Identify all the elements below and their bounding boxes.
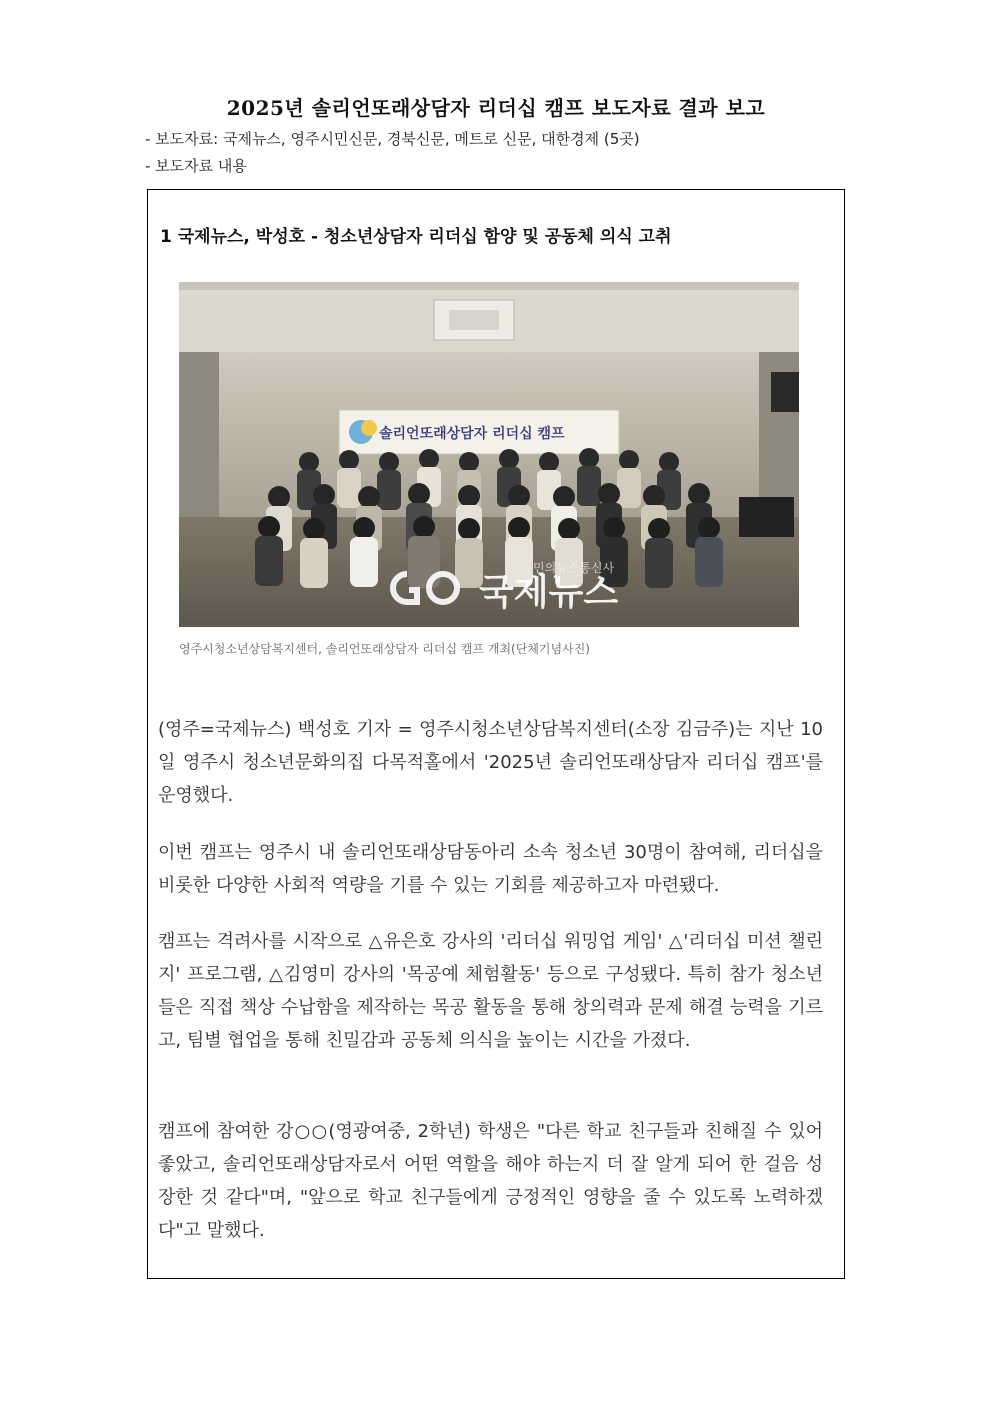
- press-outlets-line: - 보도자료: 국제뉴스, 영주시민신문, 경북신문, 메트로 신문, 대한경제 (5곳): [145, 130, 640, 148]
- photo-caption: 영주시청소년상담복지센터, 솔리언또래상담자 리더십 캠프 개최(단체기념사진): [179, 642, 590, 656]
- watermark-text: 국제뉴스: [479, 572, 619, 613]
- group-photo: [179, 282, 799, 627]
- article-paragraph: 캠프는 격려사를 시작으로 △유은호 강사의 '리더십 워밍업 게임' △'리더십 미션 챌린지' 프로그램, △김영미 강사의 '목공예 체험활동' 등으로 구성됐다. 특히 참가 청소년들은 직접 책상 수납함을 제작하는 목공 활동을 통해 창의력과 문제 해결 능력을 기르고, 팀별 협업을 통해 친밀감과 공동체 의식을 높이는 시간을 가졌다.: [158, 931, 823, 1051]
- article-headline: 1 국제뉴스, 박성호 - 청소년상담자 리더십 함양 및 공동체 의식 고취: [160, 227, 672, 247]
- article-paragraph: 이번 캠프는 영주시 내 솔리언또래상담동아리 소속 청소년 30명이 참여해, 리더십을 비롯한 다양한 사회적 역량을 기를 수 있는 기회를 제공하고자 마련됐다.: [158, 842, 823, 896]
- document-title: 2025년 솔리언또래상담자 리더십 캠프 보도자료 결과 보고: [226, 96, 766, 120]
- article-box: [147, 189, 845, 1279]
- banner-text: 솔리언또래상담자 리더십 캠프: [379, 426, 565, 442]
- content-label: - 보도자료 내용: [145, 157, 247, 175]
- article-paragraph: (영주=국제뉴스) 백성호 기자 = 영주시청소년상담복지센터(소장 김금주)는 지난 10일 영주시 청소년문화의집 다목적홀에서 '2025년 솔리언또래상담자 리더십 캠프'를 운영했다.: [158, 719, 823, 806]
- watermark-sub: 민의뉴스통신사: [533, 561, 615, 575]
- article-paragraph: 캠프에 참여한 강○○(영광여중, 2학년) 학생은 "다른 학교 친구들과 친해질 수 있어 좋았고, 솔리언또래상담자로서 어떤 역할을 해야 하는지 더 잘 알게 되어 한 걸음 성장한 것 같다"며, "앞으로 학교 친구들에게 긍정적인 영향을 줄 수 있도록 노력하겠다"고 말했다.: [158, 1121, 823, 1241]
